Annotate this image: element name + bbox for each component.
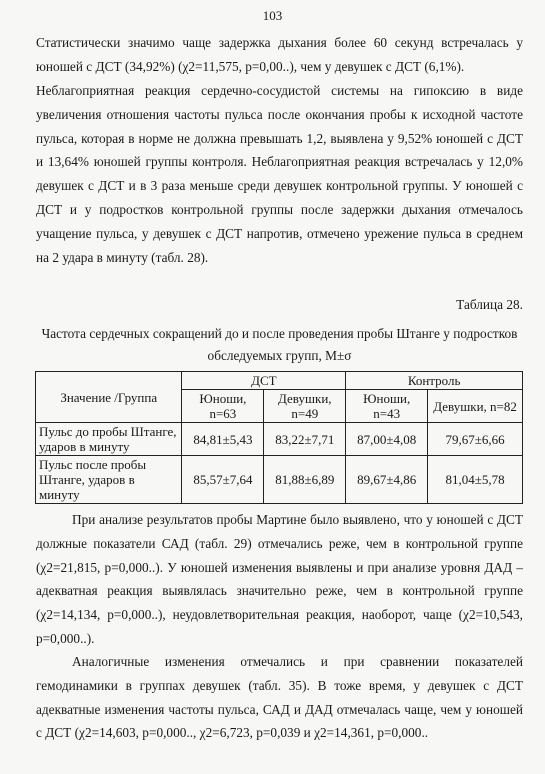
heart-rate-table — [35, 371, 523, 504]
paragraph-3 — [36, 508, 523, 651]
paragraph-2 — [36, 79, 523, 269]
group-header-control: Контроль — [346, 372, 523, 390]
table-cell: 81,04±5,78 — [428, 456, 523, 504]
paragraph-1 — [36, 31, 523, 79]
subheader-dst-girls: Девушки, n=49 — [264, 390, 346, 423]
paragraph-3-text: При анализе результатов пробы Мартине было выявлено, что у юношей с ДСТ должные показатели САД (табл. 29) отмечались реже, чем в контрольной группе (χ2=21,815, p=0,000..). У юношей изменения выявлены и при анализе уровня ДАД – адекватная реакция выявлялась значительно реже, чем в контрольной группе (χ2=14,134, p=0,000..), неудовлетворительная реакция, наоборот, чаще (χ2=10,543, p=0,000..). — [36, 512, 523, 646]
table-corner-header: Значение /Группа — [36, 372, 182, 423]
table-cell: 89,67±4,86 — [346, 456, 428, 504]
table-cell: 84,81±5,43 — [182, 423, 264, 456]
row-label: Пульс до пробы Штанге, ударов в минуту — [36, 423, 182, 456]
table-cell: 85,57±7,64 — [182, 456, 264, 504]
paragraph-4-text: Аналогичные изменения отмечались и при сравнении показателей гемодинамики в группах девушек (табл. 35). В тоже время, у девушек с ДСТ адекватные изменения частоты пульса, САД и ДАД отмечалась чаще, чем у юношей с ДСТ (χ2=14,603, p=0,000.., χ2=6,723, p=0,039 и χ2=14,361, p=0,000.. — [36, 654, 523, 741]
paragraph-2-text: Неблагоприятная реакция сердечно-сосудистой системы на гипоксию в виде увеличения отношения частоты пульса после окончания пробы к исходной частоте пульса, которая в норме не должна превышать 1,2, выявлена у 9,52% юношей с ДСТ и 13,64% юношей группы контроля. Неблагоприятная реакция встречалась у 12,0% девушек с ДСТ и в 3 раза меньше среди девушек контрольной группы. У юношей с ДСТ и у подростков контрольной группы после задержки дыхания отмечалось учащение пульса, у девушек с ДСТ напротив, отмечено урежение пульса в среднем на 2 удара в минуту (табл. 28). — [36, 83, 523, 265]
subheader-control-girls: Девушки, n=82 — [428, 390, 523, 423]
table-title: Частота сердечных сокращений до и после проведения пробы Штанге у подростков обследуемых групп, M±σ — [41, 326, 518, 363]
table-header-row — [36, 372, 523, 390]
table-row — [36, 423, 523, 456]
row-label: Пульс после пробы Штанге, ударов в минуту — [36, 456, 182, 504]
subheader-dst-boys: Юноши, n=63 — [182, 390, 264, 423]
table-cell: 83,22±7,71 — [264, 423, 346, 456]
subheader-control-boys: Юноши, n=43 — [346, 390, 428, 423]
group-header-dst: ДСТ — [182, 372, 346, 390]
paragraph-1-text: Статистически значимо чаще задержка дыхания более 60 секунд встречалась у юношей с ДСТ (34,92%) (χ2=11,575, p=0,00..), чем у девушек с ДСТ (6,1%). — [36, 35, 523, 74]
table-cell: 87,00±4,08 — [346, 423, 428, 456]
paragraph-4 — [36, 650, 523, 745]
table-cell: 79,67±6,66 — [428, 423, 523, 456]
page-number: 103 — [262, 8, 283, 23]
table-cell: 81,88±6,89 — [264, 456, 346, 504]
table-row — [36, 456, 523, 504]
table-label: Таблица 28. — [456, 297, 523, 312]
